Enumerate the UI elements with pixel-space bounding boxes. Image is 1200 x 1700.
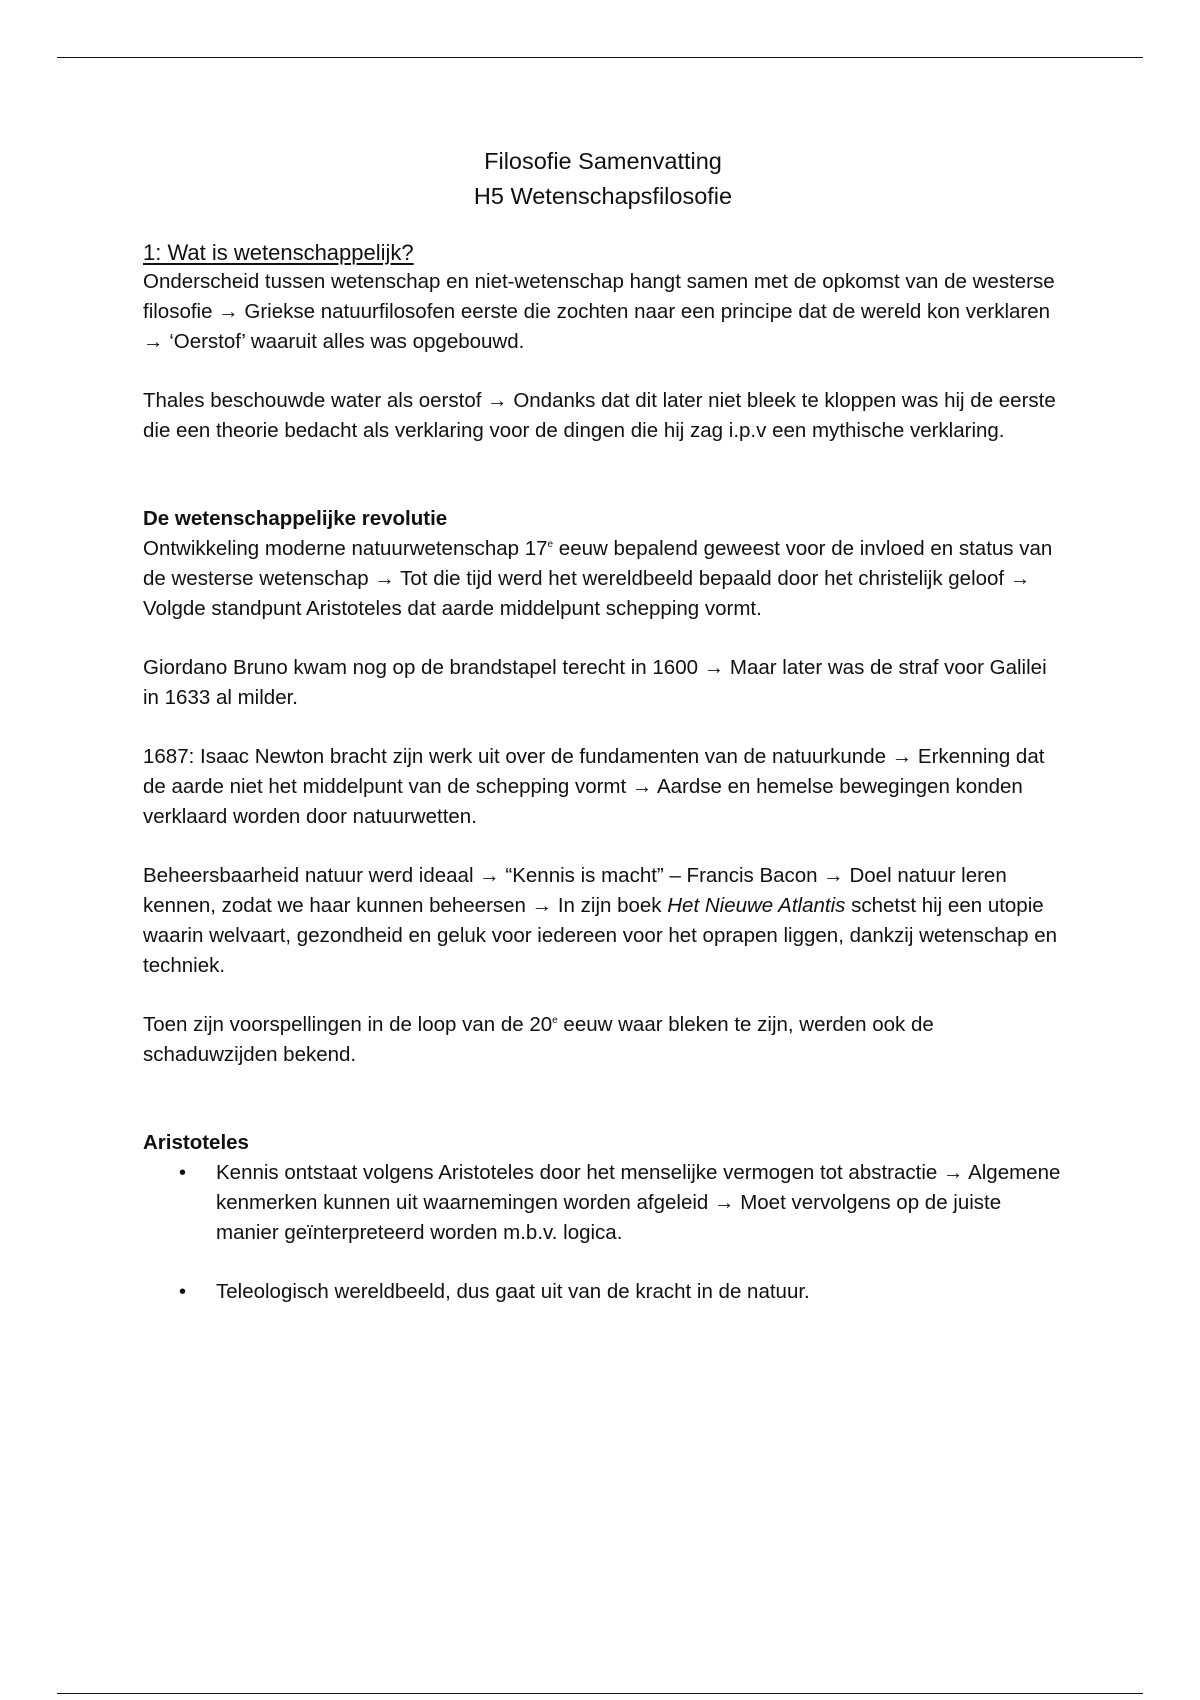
list-item: • Teleologisch wereldbeeld, dus gaat uit van de kracht in de natuur. <box>143 1277 1063 1307</box>
section-heading: Aristoteles <box>143 1131 249 1154</box>
document-title <box>143 144 1063 214</box>
bullet-list <box>143 1158 1063 1307</box>
paragraph: Thales beschouwde water als oerstof → Ondanks dat dit later niet bleek te kloppen was hij de eerste die een theorie bedacht als verklaring voor de dingen die hij zag i.p.v een mythische verklaring. <box>143 389 1056 442</box>
section-heading: 1: Wat is wetenschappelijk? <box>143 240 414 265</box>
list-item: • Kennis ontstaat volgens Aristoteles door het menselijke vermogen tot abstractie → Algemene kenmerken kunnen uit waarnemingen worden afgeleid → Moet vervolgens op de juiste manier geïnterpreteerd worden m.b.v. logica. <box>143 1158 1063 1248</box>
paragraph: Giordano Bruno kwam nog op de brandstapel terecht in 1600 → Maar later was de straf voor Galilei in 1633 al milder. <box>143 656 1047 709</box>
bullet-icon: • <box>179 1162 187 1184</box>
document-body <box>143 144 1063 1307</box>
paragraph: Ontwikkeling moderne natuurwetenschap 17e eeuw bepalend geweest voor de invloed en status van de westerse wetenschap → Tot die tijd werd het wereldbeeld bepaald door het christelijk geloof → Volgde standpunt Aristoteles dat aarde middelpunt schepping vormt. <box>143 537 1053 620</box>
bullet-icon: • <box>179 1281 187 1303</box>
section-heading: De wetenschappelijke revolutie <box>143 507 448 530</box>
paragraph: Toen zijn voorspellingen in de loop van de 20e eeuw waar bleken te zijn, werden ook de schaduwzijden bekend. <box>143 1013 934 1066</box>
paragraph: 1687: Isaac Newton bracht zijn werk uit over de fundamenten van de natuurkunde → Erkenning dat de aarde niet het middelpunt van de schepping vormt → Aardse en hemelse bewegingen konden verklaard worden door natuurwetten. <box>143 745 1045 828</box>
book-title: Het Nieuwe Atlantis <box>667 894 846 917</box>
paragraph: Onderscheid tussen wetenschap en niet-wetenschap hangt samen met de opkomst van de westerse filosofie → Griekse natuurfilosofen eerste die zochten naar een principe dat de wereld kon verklaren → ‘Oerstof’ waaruit alles was opgebouwd. <box>143 270 1055 353</box>
paragraph: Beheersbaarheid natuur werd ideaal → “Kennis is macht” – Francis Bacon → Doel natuur leren kennen, zodat we haar kunnen beheersen → In zijn boek Het Nieuwe Atlantis schetst hij een utopie waarin welvaart, gezondheid en geluk voor iedereen voor het oprapen liggen, dankzij wetenschap en techniek. <box>143 864 1057 977</box>
section-aristoteles <box>143 1128 1063 1307</box>
section-wat-is-wetenschappelijk <box>143 239 1063 446</box>
section-wetenschappelijke-revolutie <box>143 504 1063 1070</box>
title-line-1: Filosofie Samenvatting <box>484 148 722 174</box>
footer-rule <box>57 1693 1143 1694</box>
header-rule <box>57 57 1143 58</box>
title-line-2: H5 Wetenschapsfilosofie <box>473 183 733 209</box>
